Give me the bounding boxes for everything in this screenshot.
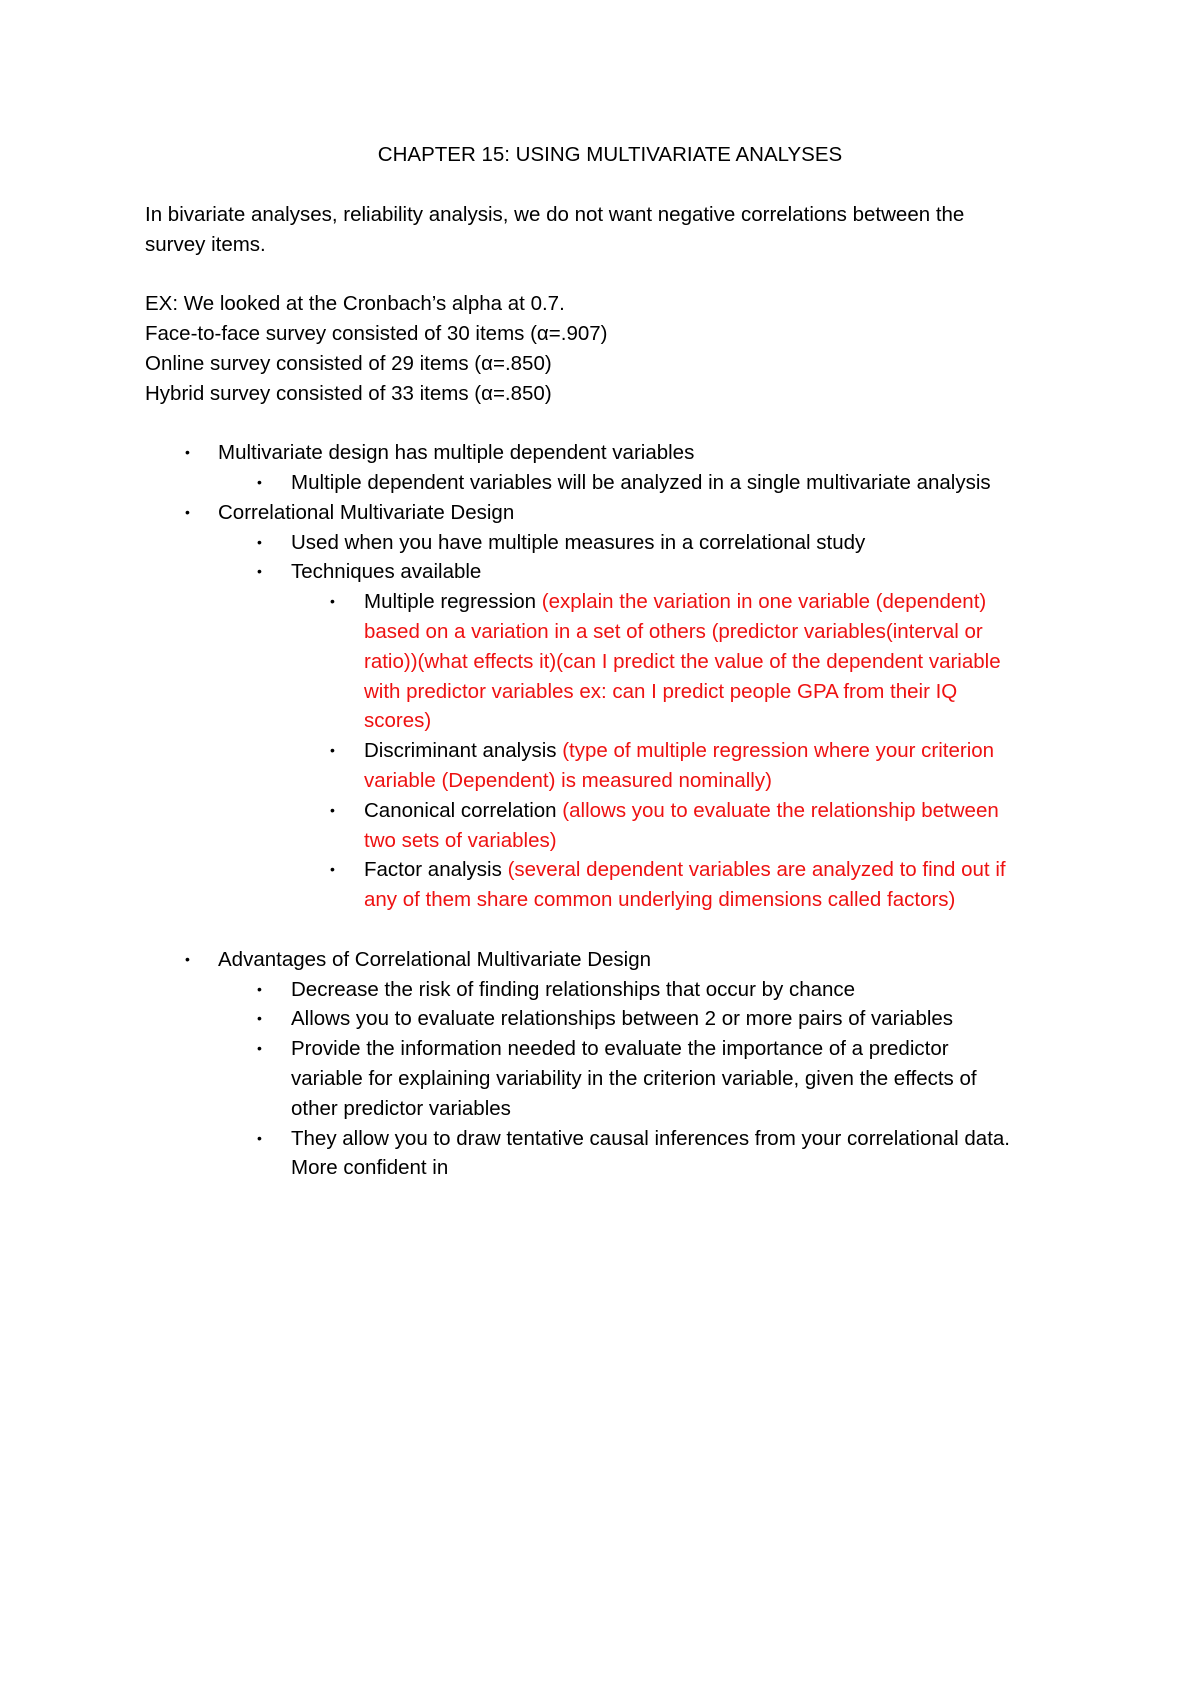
list-item: [145, 1004, 1031, 1034]
bullet-icon: •: [257, 1129, 262, 1146]
page-title: CHAPTER 15: USING MULTIVARIATE ANALYSES: [377, 143, 843, 166]
list-item-text: Decrease the risk of finding relationships that occur by chance: [291, 977, 856, 1001]
list-item-text: Provide the information needed to evaluate the importance of a predictor variable for explaining variability in the criterion variable, given the effects of other predictor variables: [291, 1037, 977, 1120]
list-item-text: Techniques available: [291, 560, 482, 584]
bullet-icon: •: [330, 861, 335, 878]
technique-note: (explain the variation in one variable (dependent) based on a variation in a set of others (predictor variables(interval or ratio))(what effects it)(can I predict the value of the dependent variable with predictor variables ex: can I predict people GPA from their IQ scores): [364, 590, 1001, 733]
technique-note: (type of multiple regression where your criterion variable (Dependent) is measured nominally): [364, 739, 995, 792]
technique-note: (several dependent variables are analyzed to find out if any of them share common underlying dimensions called factors): [364, 858, 1006, 912]
list-item-text: Correlational Multivariate Design: [218, 500, 515, 524]
technique-name: Factor analysis: [364, 858, 502, 882]
example-block: [145, 289, 1075, 408]
technique-name: Discriminant analysis: [364, 739, 557, 763]
list-item-text: Multiple dependent variables will be analyzed in a single multivariate analysis: [291, 470, 991, 494]
example-line: Hybrid survey consisted of 33 items (α=.850): [145, 381, 552, 405]
bullet-icon: •: [330, 801, 335, 818]
technique-item: [145, 796, 1024, 856]
bullet-icon: •: [257, 1010, 262, 1027]
list-item: [145, 1034, 1021, 1123]
section-heading: Advantages of Correlational Multivariate Design: [218, 947, 652, 971]
example-line: Face-to-face survey consisted of 30 items (α=.907): [145, 321, 608, 345]
bullet-icon: •: [185, 444, 190, 461]
list-item: [145, 975, 1031, 1005]
bullet-icon: •: [257, 533, 262, 550]
list-item: [145, 557, 1075, 587]
list-item-text: They allow you to draw tentative causal inferences from your correlational data. More confident in: [291, 1126, 1011, 1180]
technique-item: [145, 736, 1012, 796]
technique-item: [145, 855, 1012, 915]
example-line: Online survey consisted of 29 items (α=.850): [145, 351, 552, 375]
technique-item: [145, 587, 1012, 736]
list-item-text: Multivariate design has multiple dependent variables: [218, 441, 695, 465]
example-line: EX: We looked at the Cronbach’s alpha at 0.7.: [145, 292, 565, 316]
technique-note: (allows you to evaluate the relationship between two sets of variables): [364, 798, 999, 852]
bullet-icon: •: [257, 473, 262, 490]
bullet-icon: •: [257, 563, 262, 580]
technique-name: Multiple regression: [364, 590, 537, 614]
bullet-list-design: [145, 438, 1075, 915]
bullet-icon: •: [330, 742, 335, 759]
list-item: [145, 945, 1075, 975]
list-item: [145, 498, 1075, 528]
list-item: [145, 438, 1075, 468]
document-content: [145, 140, 1075, 1183]
bullet-icon: •: [257, 1040, 262, 1057]
list-item: [145, 528, 1075, 558]
intro-paragraph: In bivariate analyses, reliability analysis, we do not want negative correlations between the survey items.: [145, 202, 965, 256]
bullet-icon: •: [257, 980, 262, 997]
list-item: [145, 1124, 1021, 1184]
list-item-text: Allows you to evaluate relationships between 2 or more pairs of variables: [291, 1007, 954, 1031]
list-item-text: Used when you have multiple measures in a correlational study: [291, 530, 866, 554]
technique-name: Canonical correlation: [364, 798, 557, 822]
bullet-icon: •: [330, 593, 335, 610]
bullet-icon: •: [185, 950, 190, 967]
bullet-icon: •: [185, 503, 190, 520]
bullet-list-advantages: [145, 945, 1075, 1183]
list-item: [145, 468, 1075, 498]
